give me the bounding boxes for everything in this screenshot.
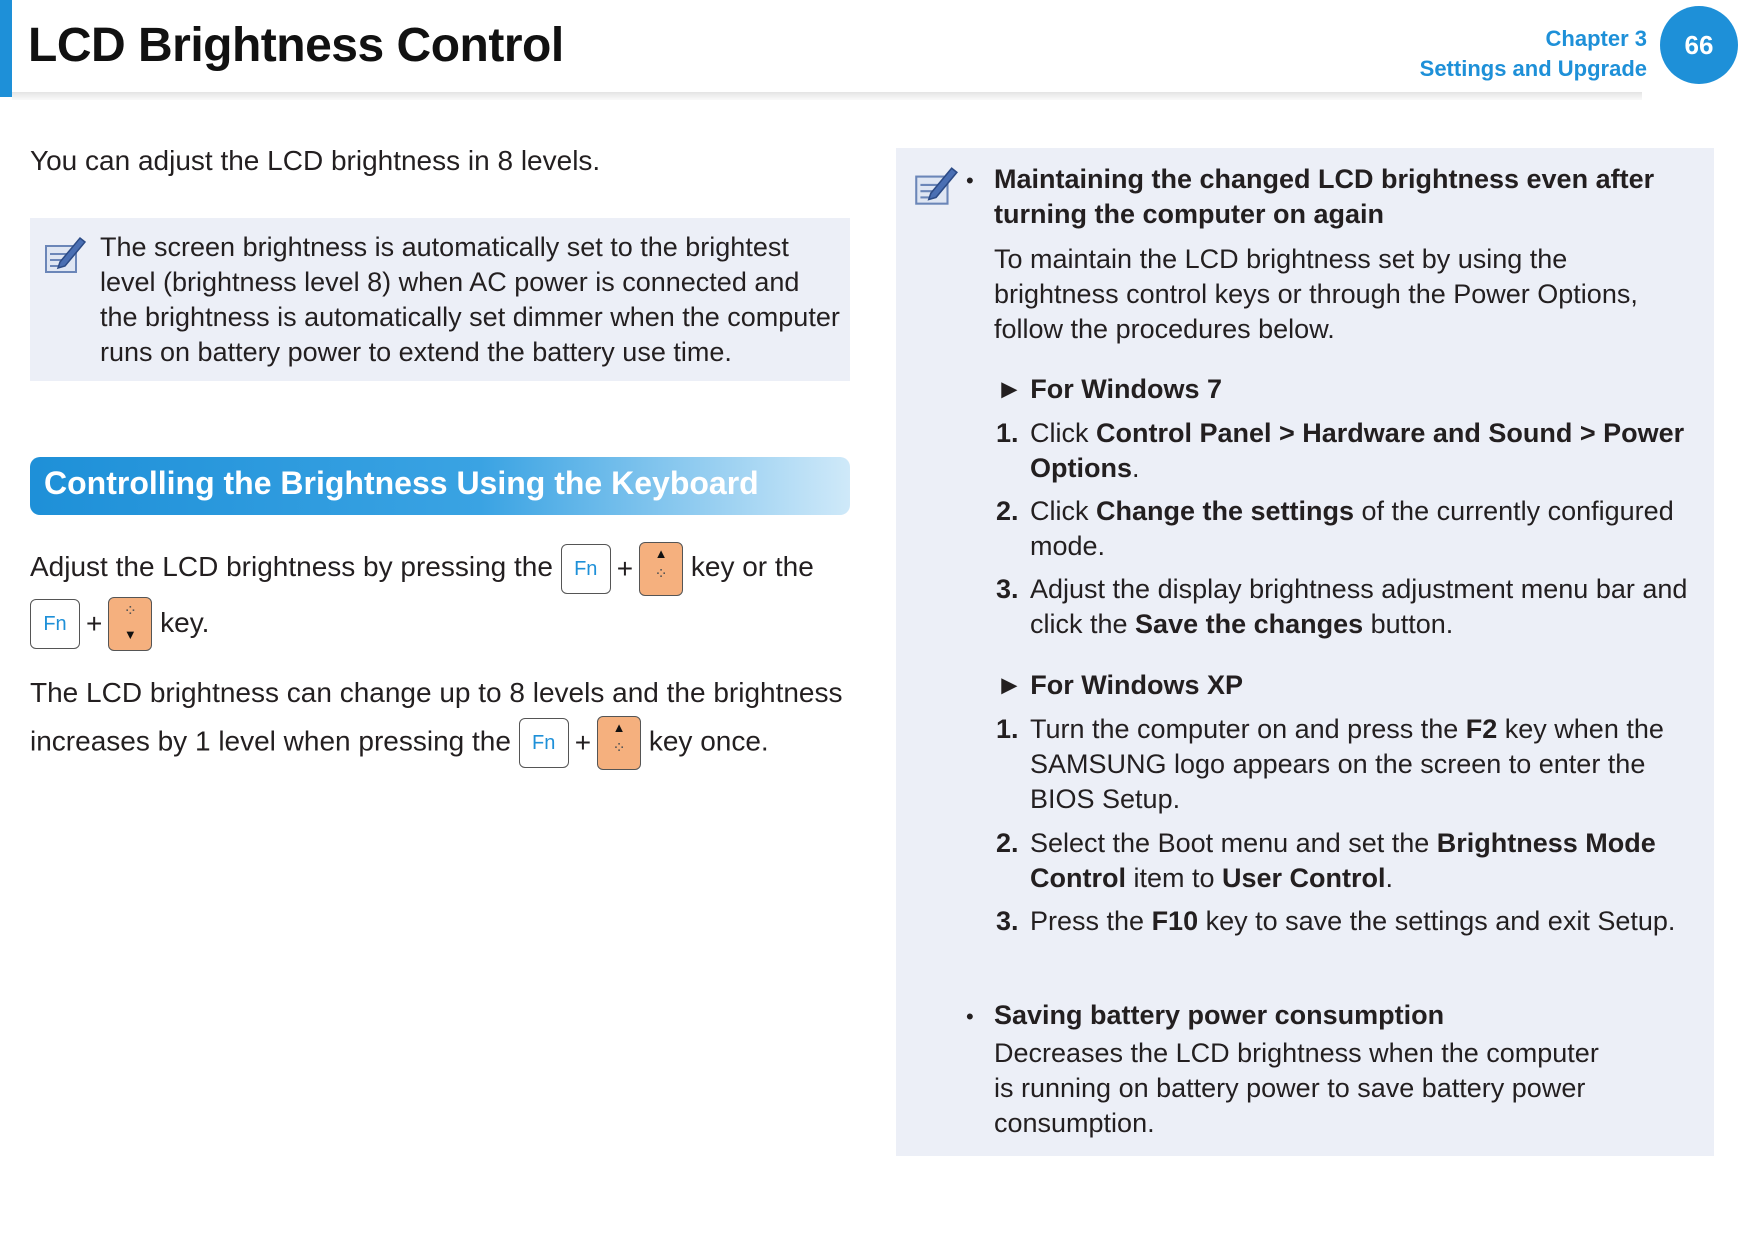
chapter-number: Chapter 3: [1545, 26, 1647, 51]
bullet1-title: [994, 162, 1694, 232]
brightness-keys-paragraph: [30, 540, 860, 651]
bullet1-title-line2: turning the computer on again: [994, 199, 1384, 229]
win7-step-3: [996, 572, 1696, 642]
step-text: Click: [1030, 418, 1096, 448]
header-accent-bar: [0, 0, 12, 97]
step-bold-text: User Control: [1222, 863, 1386, 893]
step-number: 1.: [996, 418, 1019, 448]
step-text: of the currently configured mode.: [1030, 496, 1674, 561]
step-bold-text: Brightness Mode Control: [1030, 828, 1656, 893]
step-bold-text: Control Panel > Hardware and Sound > Power Options: [1030, 418, 1685, 483]
para2-text-a: The LCD brightness can change up to 8 levels and the brightness increases by 1 level when pressing the: [30, 677, 843, 757]
brightness-up-key-icon: ▲ ⁘: [639, 542, 683, 596]
para1-text-c: key.: [160, 606, 210, 638]
note-box: [30, 218, 850, 381]
bullet2-body: Decreases the LCD brightness when the computer is running on battery power to save battery power consumption.: [994, 1038, 1599, 1138]
xp-step-2: [996, 826, 1696, 896]
step-number: 3.: [996, 906, 1019, 936]
xp-step-1: [996, 712, 1696, 817]
bullet-icon: •: [966, 168, 974, 193]
intro-text: You can adjust the LCD brightness in 8 levels.: [30, 145, 601, 176]
bullet2-title: Saving battery power consumption: [994, 1000, 1445, 1030]
section-title: Controlling the Brightness Using the Keyboard: [44, 465, 759, 501]
step-number: 2.: [996, 496, 1019, 526]
step-bold-text: F10: [1151, 906, 1199, 936]
brightness-up-key-icon: ▲ ⁘: [597, 716, 641, 770]
section-header-bar: [30, 457, 850, 515]
step-text: .: [1132, 453, 1140, 483]
para1-text-b: key or the: [690, 551, 814, 582]
chapter-name: Settings and Upgrade: [1419, 56, 1647, 81]
tips-panel: [896, 148, 1714, 1156]
windowsxp-heading: ► For Windows XP: [996, 670, 1243, 700]
page-number-badge: 66: [1660, 6, 1738, 84]
step-number: 3.: [996, 574, 1019, 604]
bullet1-body: To maintain the LCD brightness set by using the brightness control keys or through the Power Options, follow the procedures below.: [994, 244, 1638, 344]
header-divider: [12, 92, 1642, 100]
step-text: .: [1385, 863, 1394, 893]
xp-step-3: [996, 904, 1696, 939]
brightness-levels-paragraph: [30, 670, 860, 770]
chapter-label: [1420, 24, 1647, 84]
fn-key: Fn: [519, 718, 569, 768]
win7-step-1: [996, 416, 1696, 486]
step-bold-text: Save the changes: [1135, 609, 1364, 639]
page-title: LCD Brightness Control: [28, 19, 564, 72]
step-bold-text: F2: [1465, 714, 1498, 744]
step-text: Select the Boot menu and set the: [1030, 828, 1437, 858]
step-text: button.: [1363, 609, 1454, 639]
plus-sign: +: [616, 552, 634, 584]
step-text: key to save the settings and exit Setup.: [1198, 906, 1676, 936]
win7-step-2: [996, 494, 1696, 564]
plus-sign: +: [86, 608, 103, 640]
step-text: Adjust the display brightness adjustment menu bar and click the: [1030, 574, 1688, 639]
para2-text-b: key once.: [648, 725, 769, 757]
step-text: Press the: [1030, 906, 1152, 936]
bullet-icon: •: [966, 1004, 974, 1029]
bullet1-title-line1: Maintaining the changed LCD brightness even after: [994, 164, 1655, 194]
para1-text-a: Adjust the LCD brightness by pressing the: [30, 551, 553, 582]
step-text: key when the SAMSUNG logo appears on the screen to enter the BIOS Setup.: [1030, 714, 1664, 814]
plus-sign: +: [574, 727, 592, 758]
brightness-down-key-icon: ⁘ ▼: [108, 597, 152, 651]
step-bold-text: Change the settings: [1096, 496, 1355, 526]
note-pencil-icon: [910, 162, 960, 212]
step-number: 2.: [996, 828, 1019, 858]
fn-key: Fn: [30, 599, 80, 649]
windows7-heading: ► For Windows 7: [996, 374, 1222, 404]
step-text: Click: [1030, 496, 1096, 526]
note-pencil-icon: [40, 232, 88, 280]
step-text: Turn the computer on and press the: [1030, 714, 1466, 744]
fn-key: Fn: [561, 544, 611, 594]
note-text: The screen brightness is automatically set to the brightest level (brightness level 8) when AC power is connected and the brightness is automatically set dimmer when the computer runs on battery power to extend the battery use time.: [100, 232, 840, 367]
step-text: item to: [1125, 863, 1223, 893]
step-number: 1.: [996, 714, 1019, 744]
